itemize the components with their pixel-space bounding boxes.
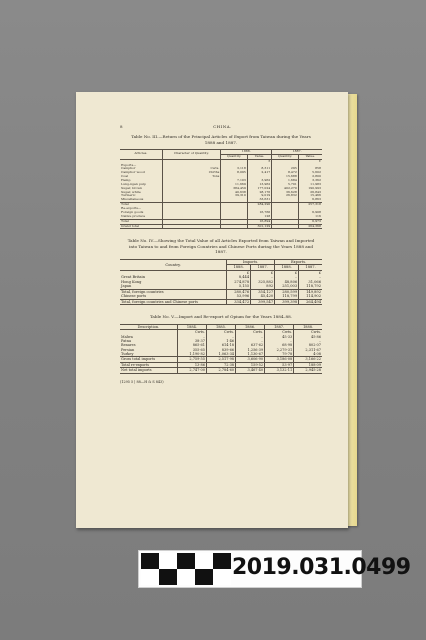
t3-cell: 33,631: [247, 198, 271, 202]
t3-cell: Exports—: [121, 162, 137, 167]
t3-cell: 28,176: [247, 191, 271, 195]
t3-cell: Coal: [121, 174, 129, 179]
t3-cell: Lung-ngan pulp: [121, 181, 146, 186]
t5-cell: 3,186·08: [265, 357, 294, 362]
t5-cell: 188·09: [294, 362, 322, 367]
t5-cell: Persian: [121, 347, 135, 352]
t4-cell: Total, foreign countries and Chinese ports: [121, 299, 198, 304]
t5-cell: 865·61: [177, 343, 206, 347]
t3-cell: Total: [121, 218, 129, 223]
t3-cell: Cwts.: [162, 167, 221, 171]
t3-cell: 116: [298, 215, 322, 219]
t4-cell: 48,806: [275, 280, 299, 284]
t3-h-quantity-char: Character of Quantity.: [162, 150, 221, 160]
t3-cell: 13,962: [247, 183, 271, 187]
t4-cell: 45,420: [251, 294, 275, 299]
page-content: [120, 124, 322, 384]
t3-cell: 858: [298, 167, 322, 171]
t5-cell: ..: [265, 339, 294, 343]
t4-cell: Chinese ports: [121, 294, 147, 299]
t4-cell: 118,799: [275, 294, 299, 299]
t3-cell: Cbrths: [162, 171, 221, 175]
t4-currency-cell: £: [275, 270, 299, 275]
t3-cell: Grand total: [121, 223, 139, 228]
t4-h-exp-1887: 1887.: [299, 265, 322, 270]
t4-cell: 53,996: [227, 294, 251, 299]
t4-cell: 399,398: [275, 299, 299, 304]
t3-cell: 2,800: [298, 175, 322, 179]
t3-cell: Miscellaneous: [121, 197, 144, 202]
t3-cell: 3,362: [298, 179, 322, 183]
t3-h-articles: Articles.: [120, 150, 162, 160]
t5-unit-cell: Cwts.: [265, 330, 294, 335]
page-number: 8: [120, 124, 124, 129]
t4-cell: 280,476: [227, 289, 251, 294]
t3-cell: 284,290: [247, 203, 271, 207]
t4-cell: Total, foreign countries: [121, 289, 164, 294]
t4-currency-cell: £: [251, 270, 275, 275]
t4-h-imp-1887: 1887.: [251, 265, 275, 270]
t5-cell: Turkey: [121, 352, 134, 357]
t5-cell: ..: [177, 335, 206, 339]
t4-cell: 149,892: [299, 289, 322, 294]
t3-cell: 11,669: [221, 183, 248, 187]
checker-scale-bar: [141, 553, 231, 585]
t5-cell: ..: [236, 339, 265, 343]
t4-cell: 8,444: [227, 275, 251, 279]
print-footer: (1295 5 | 88—H & S 843): [120, 379, 164, 384]
t5-cell: 637·62: [236, 343, 265, 347]
t5-cell: 72·38: [206, 362, 235, 367]
t5-cell: 2,759·55: [177, 357, 206, 362]
t3-cell: 5,602: [298, 171, 322, 175]
t3-cell: 6,908: [298, 211, 322, 215]
t3-cell: 128: [247, 215, 271, 219]
t5-cell: 53·97: [265, 362, 294, 367]
t4-cell: Japan: [121, 284, 132, 289]
t5-cell: Gross total imports: [121, 357, 156, 362]
t5-unit-cell: Cwts.: [177, 330, 206, 335]
t3-cell: 3,962: [247, 179, 271, 183]
t5-cell: 2,784·60: [206, 368, 235, 373]
t4-cell: 274,878: [227, 280, 251, 284]
t5-cell: 1,063·34: [206, 352, 235, 357]
t5-header-cell: 1887.: [265, 324, 294, 329]
t4-cell: 354,127: [251, 289, 275, 294]
t4-cell: 31,066: [299, 280, 322, 284]
t5-cell: 79·78: [265, 352, 294, 357]
t5-header-cell: 1888.: [294, 324, 322, 329]
t4-currency-cell: £: [227, 270, 251, 275]
t4-currency-cell: £: [299, 270, 322, 275]
t4-h-country: Country.: [120, 259, 227, 270]
t3-cell: 264,368: [298, 224, 322, 229]
t3-cell: Tons: [162, 175, 221, 179]
t5-cell: 159·52: [236, 362, 265, 367]
accession-number: 2019.031.0499: [232, 555, 411, 580]
table3: [120, 149, 322, 229]
t5-cell: 2,747·00: [177, 368, 206, 373]
t5-cell: Total re-exports: [121, 362, 150, 367]
t3-currency-cell: £: [298, 159, 322, 163]
t3-cell: Turmeric: [121, 193, 136, 198]
t5-unit-cell: Cwts.: [294, 330, 322, 335]
t3-cell: 402,270: [272, 187, 299, 191]
t3-h-1887: 1887.: [272, 150, 322, 155]
t5-row: [120, 368, 322, 373]
t3-h-qty-1887: Quantity.: [272, 154, 299, 159]
table4: [120, 259, 322, 305]
t5-cell: 3,132·11: [265, 368, 294, 373]
t5-cell: Malwa: [121, 334, 133, 339]
t4-cell: ..: [275, 275, 299, 279]
t5-cell: ..: [294, 339, 322, 343]
table4-caption: Table No. IV.—Showing the Total Value of all Articles Exported from Taiwan and Imported into Taiwan to and from Foreign Countries and Chinese Ports during the Years 1888 and 1887.: [127, 238, 315, 255]
t5-cell: 45·33: [265, 335, 294, 339]
t5-cell: 1·46: [206, 339, 235, 343]
table3-body: [120, 159, 322, 229]
t5-cell: 68·98: [265, 343, 294, 347]
t5-header-cell: Description.: [120, 324, 177, 329]
t3-cell: 8,311: [247, 167, 271, 171]
t4-cell: 118,792: [299, 284, 322, 289]
t3-row: [120, 224, 322, 229]
t4-cell: 325,882: [251, 280, 275, 284]
t3-cell: 36,628: [272, 191, 299, 195]
t3-cell: 8,472: [272, 171, 299, 175]
t3-cell: 177,024: [247, 187, 271, 191]
t3-cell: 26,832: [272, 194, 299, 198]
t3-cell: Total: [121, 202, 129, 207]
t3-cell: [272, 224, 299, 229]
t3-cell: 26,843: [298, 191, 322, 195]
t5-cell: 3,467·40: [236, 368, 265, 373]
t5-cell: 4·08: [294, 352, 322, 357]
t3-cell: 39,310: [221, 194, 248, 198]
t5-cell: 1,130·67: [236, 352, 265, 357]
t5-cell: 839·66: [206, 348, 235, 352]
t4-cell: Hong Kong: [121, 279, 142, 284]
t3-h-1888: 1888.: [221, 150, 272, 155]
t3-cell: 295: [272, 167, 299, 171]
t4-cell: 5,155: [227, 284, 251, 289]
t3-cell: 384,459: [221, 187, 248, 191]
table5-caption: Table No. V.—Import and Re-export of Opium for the Years 1884–88.: [150, 314, 292, 320]
t4-h-exports: Exports.: [275, 259, 322, 264]
t5-cell: Benares: [121, 343, 136, 348]
t5-cell: 614·18: [206, 343, 235, 347]
t5-header-cell: 1886.: [236, 324, 265, 329]
t3-h-val-1888: Value.: [247, 154, 271, 159]
t4-cell: Great Britain: [121, 275, 146, 280]
t5-unit-cell: Cwts.: [206, 330, 235, 335]
document-page: [76, 92, 348, 528]
t3-cell: 16,894: [247, 219, 271, 224]
accession-label: [138, 550, 411, 588]
t3-cell: 6,863: [298, 198, 322, 202]
t3-cell: 15,466: [298, 194, 322, 198]
t3-cell: Sugar, brown: [121, 185, 143, 190]
table5-body: [120, 330, 322, 373]
t5-cell: 2,517·98: [206, 357, 235, 362]
t3-cell: 5,701: [272, 183, 299, 187]
t5-cell: Patna: [121, 338, 132, 343]
t4-cell: ..: [299, 275, 322, 279]
table3-caption: Table No. III.—Return of the Principal Articles of Export from Taiwan during the Years 1888 and 1887.: [131, 134, 311, 145]
t3-h-val-1887: Value.: [298, 154, 322, 159]
t3-cell: 2,417: [247, 171, 271, 175]
t5-header-cell: 1885.: [206, 324, 235, 329]
t3-currency-cell: £: [247, 159, 271, 163]
t3-cell: 6,973: [298, 219, 322, 224]
t5-cell: 802·07: [294, 343, 322, 347]
t3-cell: 11,983: [298, 183, 322, 187]
table4-body: [120, 270, 322, 304]
table5: [120, 324, 322, 374]
t3-cell: Hemp: [121, 178, 131, 183]
running-title: CHINA.: [213, 124, 232, 129]
t5-cell: 3,606·90: [236, 357, 265, 362]
t5-cell: 2,279·31: [265, 348, 294, 352]
running-header: [120, 124, 322, 129]
t3-cell: 40,638: [221, 191, 248, 195]
t3-cell: 1,684: [272, 179, 299, 183]
t4-h-imp-1888: 1888.: [227, 265, 251, 270]
t3-cell: 7,103: [221, 179, 248, 183]
t4-h-imports: Imports.: [227, 259, 275, 264]
t3-cell: Native produce: [121, 213, 146, 218]
t4-cell: 264,494: [299, 299, 322, 304]
t4-cell: 892: [251, 284, 275, 289]
t5-cell: 355·65: [177, 348, 206, 352]
t3-cell: 15,688: [272, 175, 299, 179]
t3-cell: 8,095: [221, 171, 248, 175]
t3-cell: 9,019: [247, 194, 271, 198]
t5-cell: 2,945·28: [294, 368, 322, 373]
t3-cell: Sugar, white: [121, 189, 141, 194]
t3-cell: 257,318: [298, 203, 322, 207]
t4-cell: 251,003: [275, 284, 299, 289]
t5-cell: 3,166·22: [294, 357, 322, 362]
t5-row: [120, 357, 322, 362]
t3-cell: 16,766: [247, 211, 271, 215]
t3-cell: 301,129: [247, 224, 271, 229]
t5-cell: 13·86: [177, 362, 206, 367]
t4-cell: 334,472: [227, 299, 251, 304]
t4-h-exp-1888: 1888.: [275, 265, 299, 270]
t5-unit-cell: Cwts.: [236, 330, 265, 335]
t5-cell: 1,256·39: [236, 348, 265, 352]
t3-h-qty-1888: Quantity.: [221, 154, 248, 159]
t3-cell: Foreign goods: [121, 209, 144, 214]
t5-header-cell: 1884.: [177, 324, 206, 329]
t3-cell: Camphor wood: [121, 170, 145, 175]
t5-cell: 2,311·67: [294, 348, 322, 352]
t4-cell: 280,599: [275, 289, 299, 294]
t5-cell: 38·37: [177, 339, 206, 343]
t4-cell: 114,902: [299, 294, 322, 299]
t5-cell: ..: [206, 335, 235, 339]
t5-cell: ..: [236, 335, 265, 339]
t3-cell: [221, 224, 248, 229]
t3-cell: Camphor: [121, 166, 136, 171]
t5-cell: 1,190·82: [177, 352, 206, 357]
t3-cell: 190,993: [298, 187, 322, 191]
t4-cell: 399,547: [251, 299, 275, 304]
t3-cell: Re-exports—: [121, 206, 142, 211]
t5-cell: Net total imports: [121, 368, 152, 373]
t3-cell: 3,118: [221, 167, 248, 171]
t3-cell: [162, 224, 221, 229]
t5-cell: 45·86: [294, 335, 322, 339]
t4-cell: ..: [251, 275, 275, 279]
t4-row: [120, 299, 322, 304]
